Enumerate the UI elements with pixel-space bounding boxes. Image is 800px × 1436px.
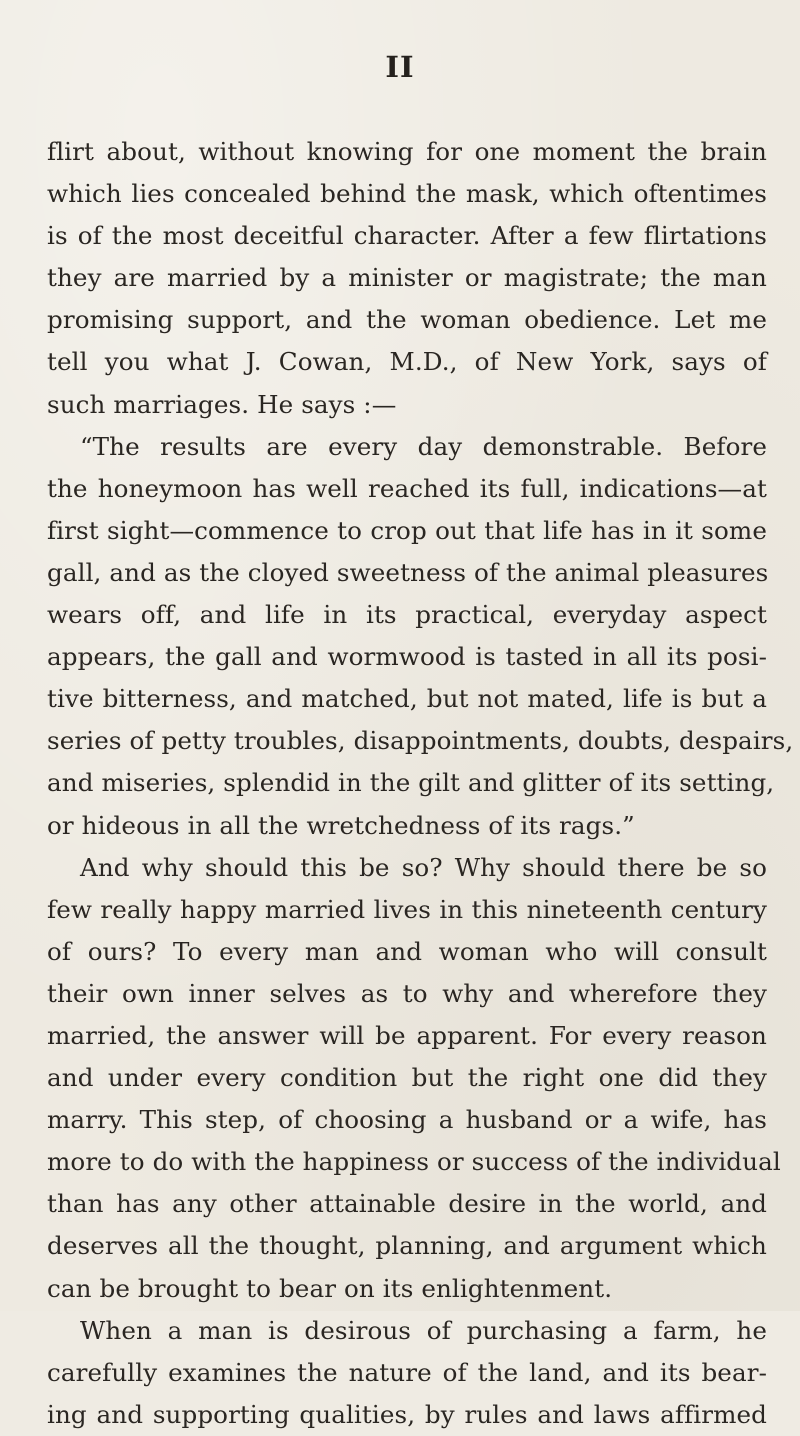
text-line: of ours? To every man and woman who will consult [47,936,767,966]
text-line: tive bitterness, and matched, but not mated, life is but a [47,684,767,714]
text-line: gall, and as the cloyed sweetness of the animal pleasures [47,557,769,587]
page-number: II [385,50,415,84]
text-line: which lies concealed behind the mask, which oftentimes [47,179,767,209]
text-line: carefully examines the nature of the land, and its bear- [47,1357,767,1387]
text-line: married, the answer will be apparent. For every reason [47,1020,767,1050]
text-line: tell you what J. Cowan, M.D., of New York, says of [47,347,767,377]
text-line: and miseries, splendid in the gilt and glitter of its setting, [47,768,775,798]
text-line: promising support, and the woman obedience. Let me [47,305,767,335]
text-line: ing and supporting qualities, by rules and laws affirmed [47,1399,767,1429]
text-line: their own inner selves as to why and wherefore they [47,978,767,1008]
text-line: and under every condition but the right one did they [47,1063,767,1093]
text-line: than has any other attainable desire in the world, and [47,1189,767,1219]
text-line: such marriages. He says :— [47,389,397,419]
text-line: the honeymoon has well reached its full, indications—at [47,473,767,503]
text-line: few really happy married lives in this nineteenth century [47,894,767,924]
body-text [47,131,794,1436]
text-line: flirt about, without knowing for one moment the brain [47,137,767,166]
text-line: more to do with the happiness or success of the individual [47,1147,781,1177]
text-line: they are married by a minister or magistrate; the man [47,263,767,293]
text-line: series of petty troubles, disappointments, doubts, despairs, [47,726,794,756]
text-line: deserves all the thought, planning, and argument which [47,1231,767,1261]
text-line: first sight—commence to crop out that life has in it some [47,515,767,545]
text-line: appears, the gall and wormwood is tasted in all its posi- [47,642,767,672]
text-line: is of the most deceitful character. After a few flirtations [47,221,767,251]
quote-start-line: “The results are every day demonstrable. Before [80,431,767,461]
paragraph-start-line: And why should this be so? Why should there be so [80,852,767,882]
text-line: marry. This step, of choosing a husband or a wife, has [47,1105,767,1135]
text-line: or hideous in all the wretchedness of its rags.” [47,810,635,840]
text-line: can be brought to bear on its enlightenment. [47,1273,613,1303]
paragraph-start-line: When a man is desirous of purchasing a farm, he [80,1315,767,1345]
text-line: wears off, and life in its practical, everyday aspect [47,600,767,630]
